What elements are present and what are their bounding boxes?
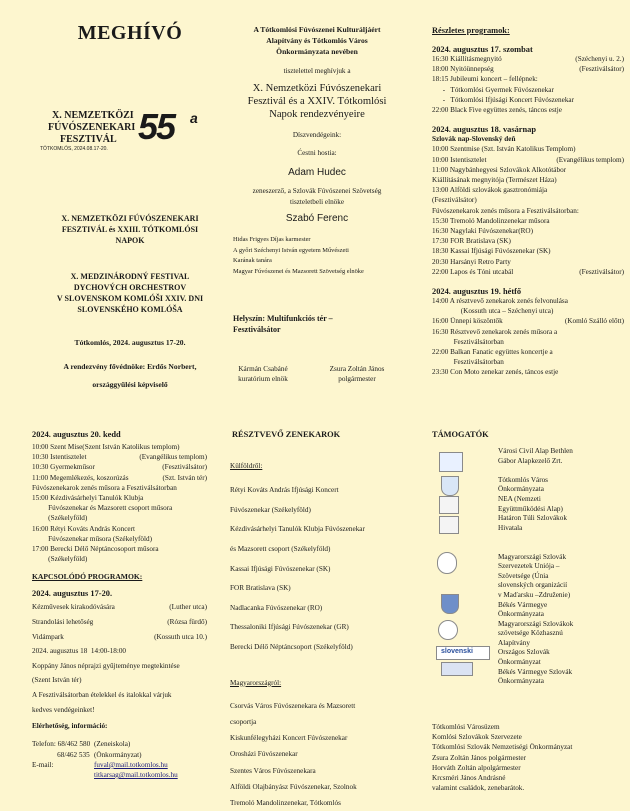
festival-logo xyxy=(40,106,215,160)
program-row-place: (Fesztiválsátor) xyxy=(162,463,207,472)
contact-title: Elérhetőség, információ: xyxy=(32,722,108,731)
supporter-item: v Maďarsku –Združenie) xyxy=(498,590,571,599)
program-row xyxy=(432,257,624,267)
heading-sk-line: V SLOVENSKOM KOMLÓŠI XXIV. DNI xyxy=(56,294,204,303)
signature-right xyxy=(312,364,402,384)
related-items xyxy=(32,600,207,717)
band-item: és Mazsorett csoport (Székelyföld) xyxy=(230,544,331,553)
guest1-desc xyxy=(222,186,412,208)
program-row xyxy=(32,462,207,472)
supporter-other: Tótkomlósi Városüzem xyxy=(432,723,500,731)
contact-row xyxy=(32,770,207,780)
program-row-text: kedves vendégeinket! xyxy=(32,705,95,714)
program-day xyxy=(432,125,624,277)
band-item: Csorvás Város Fúvószenekara és Mazsorett xyxy=(230,701,356,710)
related-row xyxy=(32,615,207,630)
program-row-text: 15:30 Tremoló Mandolinzenekar műsora xyxy=(432,216,550,225)
supporters-list xyxy=(498,447,628,687)
abroad-label: Külföldről: xyxy=(230,462,263,470)
email-link[interactable]: titkarsag@mail.totkomlos.hu xyxy=(94,771,178,779)
guest2-desc xyxy=(233,235,408,277)
others-list xyxy=(432,722,624,793)
day4-items xyxy=(32,442,207,564)
program-row xyxy=(432,226,624,236)
supporter-item: slovenských organizácií xyxy=(498,581,568,590)
program-row-place: (Evangélikus templom) xyxy=(556,155,624,164)
supporter-item: Önkormányzata xyxy=(498,677,544,686)
program-row-place: (Fesztiválsátor) xyxy=(579,65,624,74)
guest2-desc-line: Hidas Frigyes Díjas karmester xyxy=(233,236,311,243)
guest1-desc-line: tiszteletbeli elnöke xyxy=(289,198,345,206)
program-row-text: - Tótkomlósi Gyermek Fúvószenekar xyxy=(432,85,554,94)
logo-sub: TÓTKOMLÓS, 2024.08.17-20. xyxy=(40,146,108,152)
event-name xyxy=(222,82,412,121)
program-row-text: 18:00 Nyitóünnepség xyxy=(432,65,494,74)
program-day-heading: 2024. augusztus 19. hétfő xyxy=(432,287,522,297)
program-row-text: 17:30 FOR Bratislava (SK) xyxy=(432,237,511,246)
slovak-union-logo xyxy=(437,552,457,574)
organizers-line: Alapítvány és Tótkomlós Város xyxy=(266,36,368,45)
supporter-item xyxy=(498,533,628,543)
program-row-place: (Rózsa fürdő) xyxy=(167,618,207,627)
program-row xyxy=(432,185,624,195)
detailed-program-title: Részletes programok: xyxy=(432,26,510,35)
guest2-desc-line: Karának tanára xyxy=(233,257,272,265)
btsh-logo xyxy=(439,516,459,534)
program-row xyxy=(432,54,624,64)
program-row xyxy=(432,105,624,115)
program-row-text: 11:00 Megemlékezés, koszorúzás xyxy=(32,473,129,482)
program-row-text: 10:00 Istentisztelet xyxy=(432,155,487,164)
contact-row xyxy=(32,750,207,760)
participating-bands xyxy=(230,430,420,811)
related-row xyxy=(32,703,207,718)
program-row-text: (Székelyföld) xyxy=(32,555,88,564)
supporter-other: Zsura Zoltán János polgármester xyxy=(432,753,527,762)
related-row xyxy=(32,630,207,645)
contact-value: (Önkormányzat) xyxy=(94,750,142,759)
event-name-line: Fesztivál és a XXIV. Tótkomlósi xyxy=(247,96,387,107)
program-row xyxy=(432,155,624,165)
program-row-text: 16:00 Ünnepi köszöntők xyxy=(432,317,503,326)
band-item: Orosházi Fúvószenekar xyxy=(230,750,298,759)
email-link[interactable]: fuval@mail.totkomlos.hu xyxy=(94,760,168,769)
band-item: Tremoló Mandolinzenekar, Tótkomlós xyxy=(230,798,341,807)
home-list xyxy=(230,698,420,811)
logo-line2: FÚVÓSZENEKARI xyxy=(48,122,136,133)
heading-hu xyxy=(20,213,240,246)
supporter-other: Komlósi Szlovákok Szervezete xyxy=(432,733,522,742)
program-row xyxy=(432,95,624,105)
heading-hu-line: NAPOK xyxy=(115,236,145,245)
band-item: Berecki Délő Néptáncsoport (Székelyföld) xyxy=(230,642,353,651)
supporter-item: Országos Szlovák xyxy=(498,648,550,657)
program-row-text: Kiállításának megnyitója (Természet Háza) xyxy=(432,176,557,185)
venue-line: Fesztiválsátor xyxy=(233,325,281,334)
program-row xyxy=(32,534,207,544)
program-day-heading: 2024. augusztus 18. vasárnap xyxy=(432,125,537,135)
program-row xyxy=(432,236,624,246)
program-row xyxy=(432,165,624,175)
band-item: Fúvószenekar (Székelyföld) xyxy=(230,505,311,514)
program-row-place: (Luther utca) xyxy=(169,603,207,612)
program-row-text: Szlovák nap-Slovenský deň xyxy=(432,135,516,144)
program-row xyxy=(432,306,624,316)
program-row-text: 15:00 Kézdivásárhelyi Tanulók Klubja xyxy=(32,494,144,503)
program-row xyxy=(32,554,207,564)
program-row-text: 18:15 Jubileumi koncert – fellépnek: xyxy=(432,75,538,84)
band-item: csoportja xyxy=(230,717,257,726)
supporter-item: Határon Túli Szlovákok xyxy=(498,514,567,523)
contacts xyxy=(32,739,207,780)
program-row-text: (Szent István tér) xyxy=(32,676,82,685)
program-row-text: 11:00 Nagybánhegyesi Szlovákok Alkotótábor xyxy=(432,165,567,174)
program-row xyxy=(432,296,624,306)
guest2-desc-line: Magyar Fúvószenei és Mazsorett Szövetség elnöke xyxy=(233,267,364,275)
heading-hu-line: FESZTIVÁL és XXIII. TÓTKOMLÓSI xyxy=(61,225,199,234)
program-row xyxy=(432,74,624,84)
program-row xyxy=(32,503,207,513)
program-row-text: 13:00 Alföldi szlovákok gasztronómiája xyxy=(432,186,548,195)
program-row-text: 16:30 Kiállításmegnyitó xyxy=(432,55,502,63)
page-title: MEGHÍVÓ xyxy=(77,22,183,44)
program-row-text: 18:30 Kassai Ifjúsági Fúvószenekar (SK) xyxy=(432,247,551,256)
program-row xyxy=(432,327,624,337)
guests-label: Díszvendégeink: xyxy=(292,131,342,139)
program-row-text: Fúvószenekarok zenés műsora a Fesztiválsátorban xyxy=(32,483,177,492)
event-date: Tótkomlós, 2024. augusztus 17-20. xyxy=(74,338,186,347)
program-row-text: (Kossuth utca – Széchenyi utca) xyxy=(432,307,554,316)
program-row-place: (Komló Szálló előtt) xyxy=(564,317,624,326)
band-item: Rétyi Kováts András Ifjúsági Koncert xyxy=(230,486,339,495)
program-row-text: 16:00 Rétyi Kováts András Koncert xyxy=(32,524,136,533)
program-row-text: 2024. augusztus 18 14:00-18:00 xyxy=(32,647,127,656)
signature-left xyxy=(228,364,298,384)
totkomlos-crest-logo xyxy=(441,476,459,496)
band-item: Alföldi Olajbányász Fúvószenekar, Szolnok xyxy=(230,782,357,791)
signature-left-line: kuratórium elnök xyxy=(238,375,288,383)
related-row xyxy=(32,644,207,659)
patron-line: A rendezvény fővédnöke: Erdős Norbert, xyxy=(63,362,197,371)
program-row xyxy=(432,195,624,205)
supporter-item: Önkormányzata xyxy=(498,610,544,619)
event-name-line: Napok rendezvényeire xyxy=(269,109,365,120)
program-row-place: (Fesztiválsátor) xyxy=(579,267,624,276)
invite-text: tisztelettel meghívjuk a xyxy=(283,67,351,75)
supporter-item: Hivatala xyxy=(498,523,523,532)
related-row xyxy=(32,600,207,615)
program-row xyxy=(432,134,624,144)
supporter-item: Szövetsége (Únia xyxy=(498,571,549,580)
heading-sk-line: X. MEDZINÁRODNÝ FESTIVAL xyxy=(70,272,190,281)
guest2-desc-line: A győri Széchenyi István egyetem Művészeti xyxy=(233,246,349,254)
program-row-text: 10:00 Szent Mise(Szent István Katolikus templom) xyxy=(32,443,180,451)
supporters-title: TÁMOGATÓK xyxy=(432,430,489,439)
program-row xyxy=(432,246,624,256)
related-row xyxy=(32,673,207,688)
guest2-name: Szabó Ferenc xyxy=(285,213,349,224)
related-row xyxy=(32,688,207,703)
program-row-text: 22:00 Balkan Fanatic együttes koncertje a xyxy=(432,348,553,357)
supporter-item: Tótkomlós Város xyxy=(498,475,548,484)
supporter-item: Önkormányzata xyxy=(498,485,544,494)
organizers-line: A Tótkomlósi Fúvószenei Kulturáljáért xyxy=(253,25,381,34)
program-row-text: 16:30 Nagylaki Fúvószenekar(RO) xyxy=(432,227,534,236)
event-name-line: X. Nemzetközi Fúvószenekari xyxy=(252,83,382,94)
program-row-text: 10:00 Szentmise (Szt. István Katolikus Templom) xyxy=(432,145,576,154)
program-row xyxy=(32,473,207,483)
program-row-text: Fesztiválsátorban xyxy=(432,358,504,367)
program-row xyxy=(432,337,624,347)
program-row-text: 14:00 A résztvevő zenekarok zenés felvonulása xyxy=(432,297,568,306)
slovensko-logo-text: slovenski xyxy=(441,648,473,655)
bands-title: RÉSZTVEVŐ ZENEKAROK xyxy=(232,430,341,439)
slovak-foundation-logo xyxy=(438,620,458,640)
program-row xyxy=(432,267,624,277)
contact-row xyxy=(32,760,207,770)
contact-value: (Zeneiskola) xyxy=(94,740,131,749)
program-row-text: Vidámpark xyxy=(32,632,64,641)
program-row xyxy=(32,524,207,534)
band-item: Nadlacanka Fúvószenekar (RO) xyxy=(230,603,323,612)
program-row-text: Kézművesek kirakodóvására xyxy=(32,603,115,612)
program-row-text: 22:00 Black Five együttes zenés, táncos estje xyxy=(432,106,562,115)
supporter-item: NEA (Nemzeti xyxy=(498,494,541,503)
program-day-heading: 2024. augusztus 17. szombat xyxy=(432,45,533,54)
supporter-item: Békés Vármegye Szlovák xyxy=(498,667,573,676)
patron xyxy=(20,358,240,394)
bethlen-logo xyxy=(439,452,463,472)
contact-label: 68/462 535 xyxy=(32,750,90,759)
program-row xyxy=(32,544,207,554)
band-item: Kassai Ifjúsági Fúvószenekar (SK) xyxy=(230,564,331,573)
contact-label: E-mail: xyxy=(32,760,54,769)
supporter-other: Krcsméri János Andrásné xyxy=(432,774,506,783)
program-row-text: Fesztiválsátorban xyxy=(432,337,504,346)
supporter-item: Együttműködési Alap) xyxy=(498,504,563,513)
program-row-text: Fúvószenekarok zenés műsora a Fesztiválsátorban: xyxy=(432,206,579,215)
supporter-item: Békés Vármegye xyxy=(498,600,548,609)
guest1-name: Adam Hudec xyxy=(288,167,346,178)
supporter-item: Szervezetek Uniója – xyxy=(498,562,560,571)
program-row-text: (Székelyföld) xyxy=(32,514,88,523)
signature-left-line: Kármán Csabáné xyxy=(238,365,288,373)
program-row xyxy=(432,316,624,326)
program-day xyxy=(432,287,624,378)
signature-right-line: Zsura Zoltán János xyxy=(329,365,385,373)
program-row-text: 17:00 Berecki Délő Néptáncosoport műsora xyxy=(32,545,159,554)
program-row-text: (Fesztiválsátor) xyxy=(432,196,477,205)
program-row-text: 10:30 Istentisztelet xyxy=(32,453,87,462)
contact-row xyxy=(32,739,207,749)
heading-sk-line: SLOVENSKÉHO KOMLÓŠA xyxy=(77,305,183,314)
venue-line: Helyszín: Multifunkciós tér – xyxy=(233,314,333,323)
program-row-place: (Szt. István tér) xyxy=(162,473,207,482)
program-row-place: (Evangélikus templom) xyxy=(139,453,207,462)
band-item: Thessaloniki Ifjúsági Fúvószenekar (GR) xyxy=(230,623,349,632)
supporter-item: szövetsége Közhasznú xyxy=(498,629,563,638)
heading-hu-line: X. NEMZETKÖZI FÚVÓSZENEKARI xyxy=(61,214,199,223)
slovak-self-gov-logo xyxy=(436,646,490,660)
program-row xyxy=(432,85,624,95)
program-row-text: 10:30 Gyermekműsor xyxy=(32,463,95,472)
program-row xyxy=(432,357,624,367)
program-row xyxy=(32,452,207,462)
contact-label: Telefon: 68/462 580 xyxy=(32,740,91,749)
related-row xyxy=(32,659,207,674)
organizers-line: Önkormányzata nevében xyxy=(276,47,358,56)
program-row xyxy=(432,175,624,185)
nea-logo xyxy=(439,496,459,514)
supporter-other: Horváth Zoltán alpolgármester xyxy=(432,763,521,772)
supporter-item: Magyarországi Szlovák xyxy=(498,552,567,561)
logo-number: 55 xyxy=(138,106,175,147)
band-item: Kiskunfélegyházi Koncert Fúvószenekar xyxy=(230,734,348,743)
signature-right-line: polgármester xyxy=(338,375,376,383)
day4-program xyxy=(32,430,207,780)
guest1-desc-line: zeneszerző, a Szlovák Fúvószenei Szövetség xyxy=(252,187,382,195)
supporter-item: Alapítvány xyxy=(498,638,530,647)
program-row-text: Fúvószenekar és Mazsorett csoport műsora xyxy=(32,504,173,513)
program-row-text: Strandolási lehetőség xyxy=(32,618,94,627)
logo-number-suffix: a xyxy=(190,110,198,126)
band-item: Kézdivásárhelyi Tanulók Klubja Fúvószenekar xyxy=(230,525,365,534)
program-row-place: (Kossuth utca 10.) xyxy=(154,632,207,641)
program-row-text: Fúvószenekar műsora (Székelyföld) xyxy=(32,534,152,543)
heading-sk xyxy=(15,271,245,315)
supporter-other: valamint családok, zenebarátok. xyxy=(432,784,525,793)
program-row-text: 16:30 Résztvevő zenekarok zenés műsora a xyxy=(432,327,558,336)
program-row xyxy=(432,144,624,154)
program-row xyxy=(32,493,207,503)
program-row xyxy=(432,216,624,226)
supporter-item: Önkormányzat xyxy=(498,658,541,667)
venue xyxy=(233,313,408,335)
supporter-item: Gábor Alapkezelő Zrt. xyxy=(498,456,563,465)
related-title: KAPCSOLÓDÓ PROGRAMOK: xyxy=(32,572,143,582)
program-row xyxy=(32,483,207,493)
program-row xyxy=(432,206,624,216)
supporter-item: Magyarországi Szlovákok xyxy=(498,619,574,628)
organizers xyxy=(222,24,412,57)
home-label: Magyarországról: xyxy=(230,678,282,687)
patron-line: országgyűlési képviselő xyxy=(92,380,168,389)
related-date: 2024. augusztus 17-20. xyxy=(32,589,113,599)
program-row xyxy=(32,513,207,523)
program-row xyxy=(432,64,624,74)
heading-sk-line: DYCHOVÝCH ORCHESTROV xyxy=(73,283,187,292)
program-row-text: 22:00 Lapos és Tóni utcabál xyxy=(432,267,514,276)
program-day xyxy=(432,45,624,115)
program-row-text: - Tótkomlósi Ifjúsági Koncert Fúvószenekar xyxy=(432,95,574,104)
day4-heading: 2024. augusztus 20. kedd xyxy=(32,430,121,439)
program-row xyxy=(32,442,207,452)
bekes-crest-logo xyxy=(441,594,459,614)
band-item: FOR Bratislava (SK) xyxy=(230,584,291,593)
program-row-text: 20:30 Harsányi Retro Party xyxy=(432,257,511,266)
program-row xyxy=(432,347,624,357)
bekes-slovak-logo xyxy=(441,662,473,676)
host-label: Ćestni hostia: xyxy=(297,149,337,157)
program-row-text: Koppány János néprajzi gyűjteménye megtekintése xyxy=(32,661,180,670)
program-row xyxy=(432,367,624,377)
program-row-place: (Széchenyi u. 2.) xyxy=(575,55,624,63)
detailed-program xyxy=(432,26,624,378)
supporter-other: Tótkomlósi Szlovák Nemzetiségi Önkormányzat xyxy=(432,743,573,752)
supporter-item: Városi Civil Alap Bethlen xyxy=(498,447,573,455)
logo-line3: FESZTIVÁL xyxy=(60,134,117,145)
program-row-text: 23:30 Con Moto zenekar zenés, táncos estje xyxy=(432,368,559,377)
supporters xyxy=(432,430,624,439)
abroad-list xyxy=(230,481,420,657)
logo-line1: X. NEMZETKÖZI xyxy=(52,110,134,121)
supporter-item xyxy=(498,466,628,476)
program-row-text: A Fesztiválsátorban ételekkel és italokkal várjuk xyxy=(32,691,172,699)
band-item: Szentes Város Fúvószenekara xyxy=(230,766,316,775)
supporter-item xyxy=(498,543,628,553)
